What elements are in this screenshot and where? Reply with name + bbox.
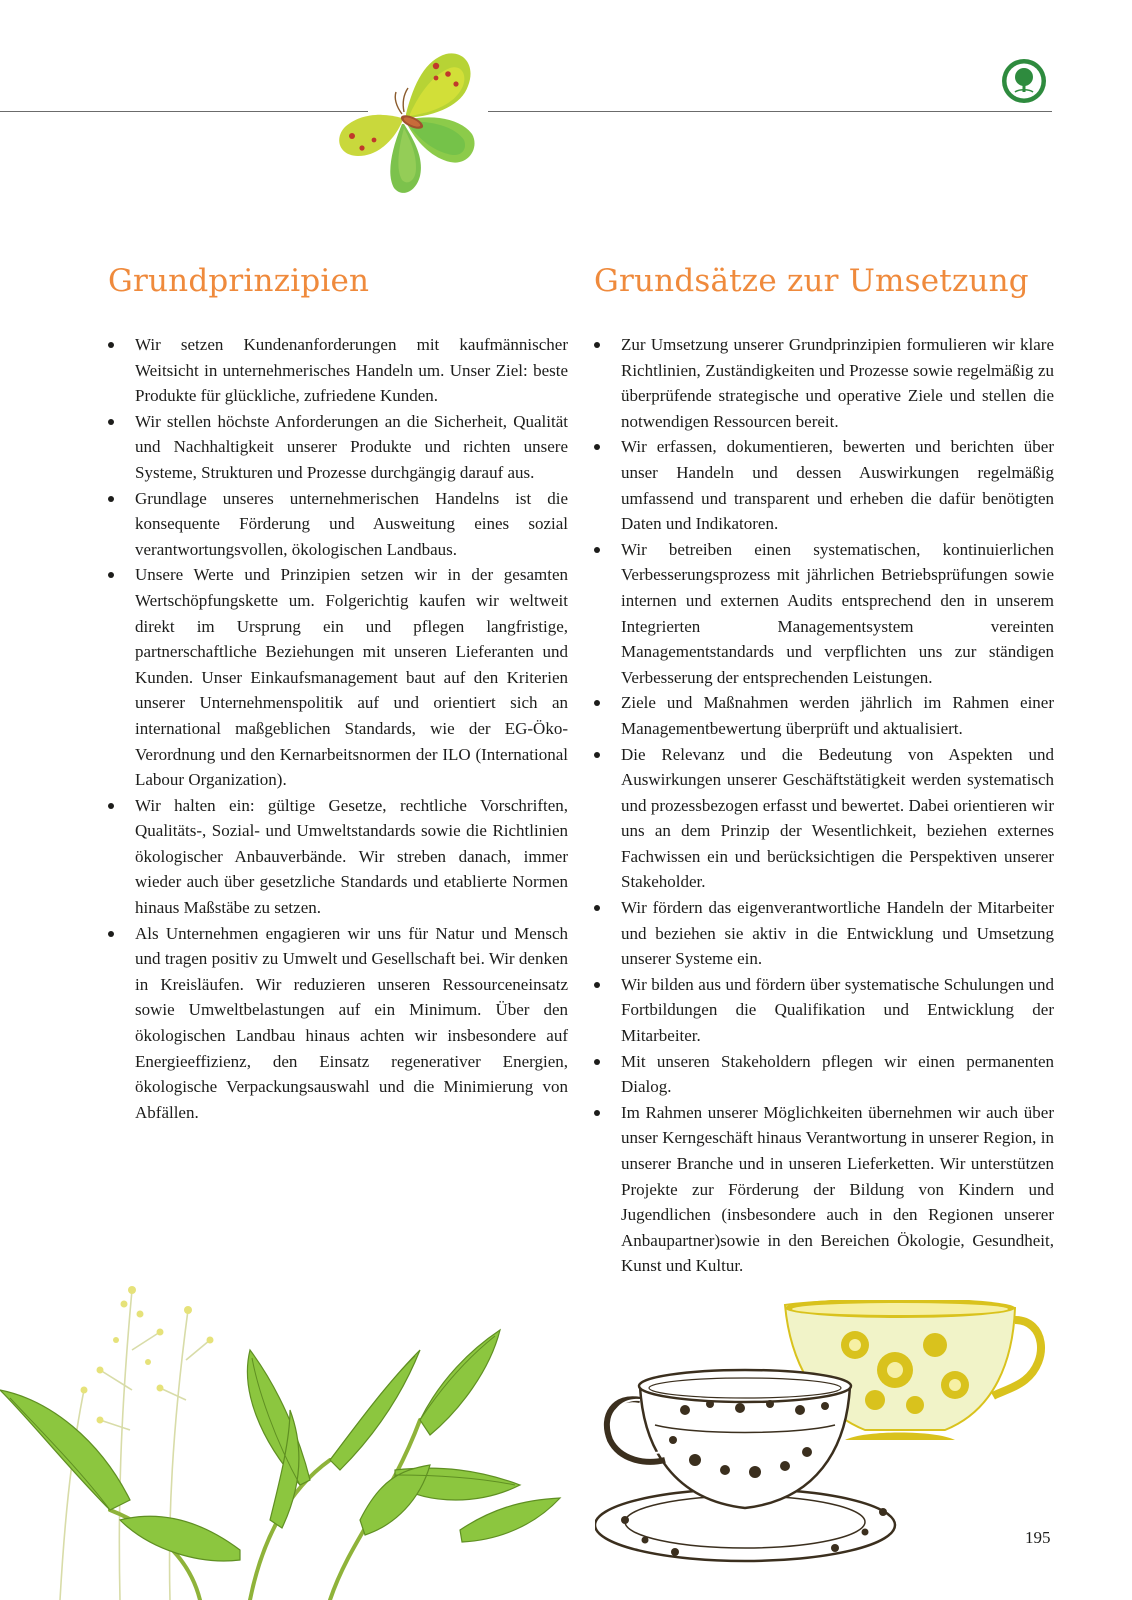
header-rule-right	[488, 111, 1052, 112]
bullet-icon	[108, 342, 114, 348]
bullet-icon	[594, 444, 600, 450]
bullet-icon	[108, 803, 114, 809]
list-item: Wir halten ein: gültige Gesetze, rechtliche Vorschriften, Qualitäts-, Sozial- und Umweltstandards sowie die Richtlinien ökologischer Anbauverbände. Wir streben danach, immer wieder auch über gesetzliche Standards und etablierte Normen hinaus Maßstäbe zu setzen.	[108, 793, 568, 921]
list-item: Mit unseren Stakeholdern pflegen wir einen permanenten Dialog.	[594, 1049, 1054, 1100]
list-item: Wir bilden aus und fördern über systematische Schulungen und Fortbildungen die Qualifikation und Entwicklung der Mitarbeiter.	[594, 972, 1054, 1049]
lebensbaum-logo-icon	[1001, 58, 1047, 104]
page-number: 195	[1025, 1528, 1051, 1547]
heading-grundsaetze: Grundsätze zur Umsetzung	[594, 263, 1029, 299]
list-item: Unsere Werte und Prinzipien setzen wir in der gesamten Wertschöpfungskette um. Folgerichtig kaufen wir weltweit direkt im Ursprung ein und pflegen langfristige, partnerschaftliche Beziehungen mit unseren Lieferanten und Kunden. Unser Einkaufsmanagement baut auf den Kriterien unserer Unternehmenspolitik auf und orientiert sich an international maßgeblichen Standards, wie der EG-Öko-Verordnung und den Kernarbeitsnormen der ILO (International Labour Organization).	[108, 562, 568, 792]
teacups-illustration-icon	[595, 1300, 1065, 1570]
list-item: Im Rahmen unserer Möglichkeiten übernehmen wir auch über unser Kerngeschäft hinaus Verantwortung in unserer Region, in unserer Branche und in unseren Lieferketten. Wir unterstützen Projekte zur Förderung der Bildung von Kindern und Jugendlichen (insbesondere auch in den Regionen unserer Anbaupartner)sowie in den Bereichen Ökologie, Gesundheit, Kunst und Kultur.	[594, 1100, 1054, 1279]
bullet-icon	[108, 931, 114, 937]
right-column	[594, 258, 1054, 1279]
list-item: Als Unternehmen engagieren wir uns für Natur und Mensch und tragen positiv zu Umwelt und Gesellschaft bei. Wir denken in Kreisläufen. Wir reduzieren unseren Ressourceneinsatz sowie Umweltbelastungen auf ein Minimum. Über den ökologischen Landbau hinaus achten wir insbesondere auf Energieeffizienz, den Einsatz regenerativer Energien, ökologische Verpackungsauswahl und die Minimierung von Abfällen.	[108, 921, 568, 1126]
heading-grundprinzipien: Grundprinzipien	[108, 263, 370, 299]
bullet-icon	[594, 752, 600, 758]
bullet-icon	[594, 342, 600, 348]
bullet-icon	[594, 1110, 600, 1116]
bullet-icon	[108, 419, 114, 425]
list-item: Wir betreiben einen systematischen, kontinuierlichen Verbesserungsprozess mit jährlichen Betriebsprüfungen sowie internen und externen Audits entsprechend den in unserem Integrierten Managementsystem vereinten Managementstandards und verpflichten uns zur ständigen Verbesserung der entsprechenden Leistungen.	[594, 537, 1054, 691]
list-item: Ziele und Maßnahmen werden jährlich im Rahmen einer Managementbewertung überprüft und aktualisiert.	[594, 690, 1054, 741]
list-item: Wir erfassen, dokumentieren, bewerten und berichten über unser Handeln und dessen Auswirkungen regelmäßig umfassend und transparent und erheben die dafür benötigten Daten und Indikatoren.	[594, 434, 1054, 536]
bullet-icon	[108, 572, 114, 578]
header-rule-left	[0, 111, 368, 112]
grundsaetze-list	[594, 332, 1054, 1279]
bullet-icon	[594, 700, 600, 706]
tea-plant-illustration-icon	[0, 1270, 640, 1600]
list-item: Die Relevanz und die Bedeutung von Aspekten und Auswirkungen unserer Geschäftstätigkeit werden systematisch und prozessbezogen erfasst und bewertet. Dabei orientieren wir uns an dem Prinzip der Wesentlichkeit, beziehen externes Fachwissen ein und berücksichtigen die Perspektiven unserer Stakeholder.	[594, 742, 1054, 896]
list-item: Zur Umsetzung unserer Grundprinzipien formulieren wir klare Richtlinien, Zuständigkeiten und Prozesse sowie regelmäßig zu überprüfende strategische und operative Ziele und stellen die notwendigen Ressourcen bereit.	[594, 332, 1054, 434]
bullet-icon	[594, 1059, 600, 1065]
bullet-icon	[594, 547, 600, 553]
bullet-icon	[594, 905, 600, 911]
grundprinzipien-list	[108, 332, 568, 1125]
list-item: Wir stellen höchste Anforderungen an die Sicherheit, Qualität und Nachhaltigkeit unserer Produkte und richten unsere Systeme, Strukturen und Prozesse durchgängig darauf aus.	[108, 409, 568, 486]
list-item: Wir setzen Kundenanforderungen mit kaufmännischer Weitsicht in unternehmerisches Handeln um. Unser Ziel: beste Produkte für glückliche, zufriedene Kunden.	[108, 332, 568, 409]
left-column	[108, 258, 568, 1125]
list-item: Wir fördern das eigenverantwortliche Handeln der Mitarbeiter und beziehen sie aktiv in die Entwicklung und Umsetzung unserer Systeme ein.	[594, 895, 1054, 972]
bullet-icon	[108, 496, 114, 502]
list-item: Grundlage unseres unternehmerischen Handelns ist die konsequente Förderung und Ausweitung eines sozial verantwortungsvollen, ökologischen Landbaus.	[108, 486, 568, 563]
bullet-icon	[594, 982, 600, 988]
butterfly-icon	[336, 52, 486, 197]
